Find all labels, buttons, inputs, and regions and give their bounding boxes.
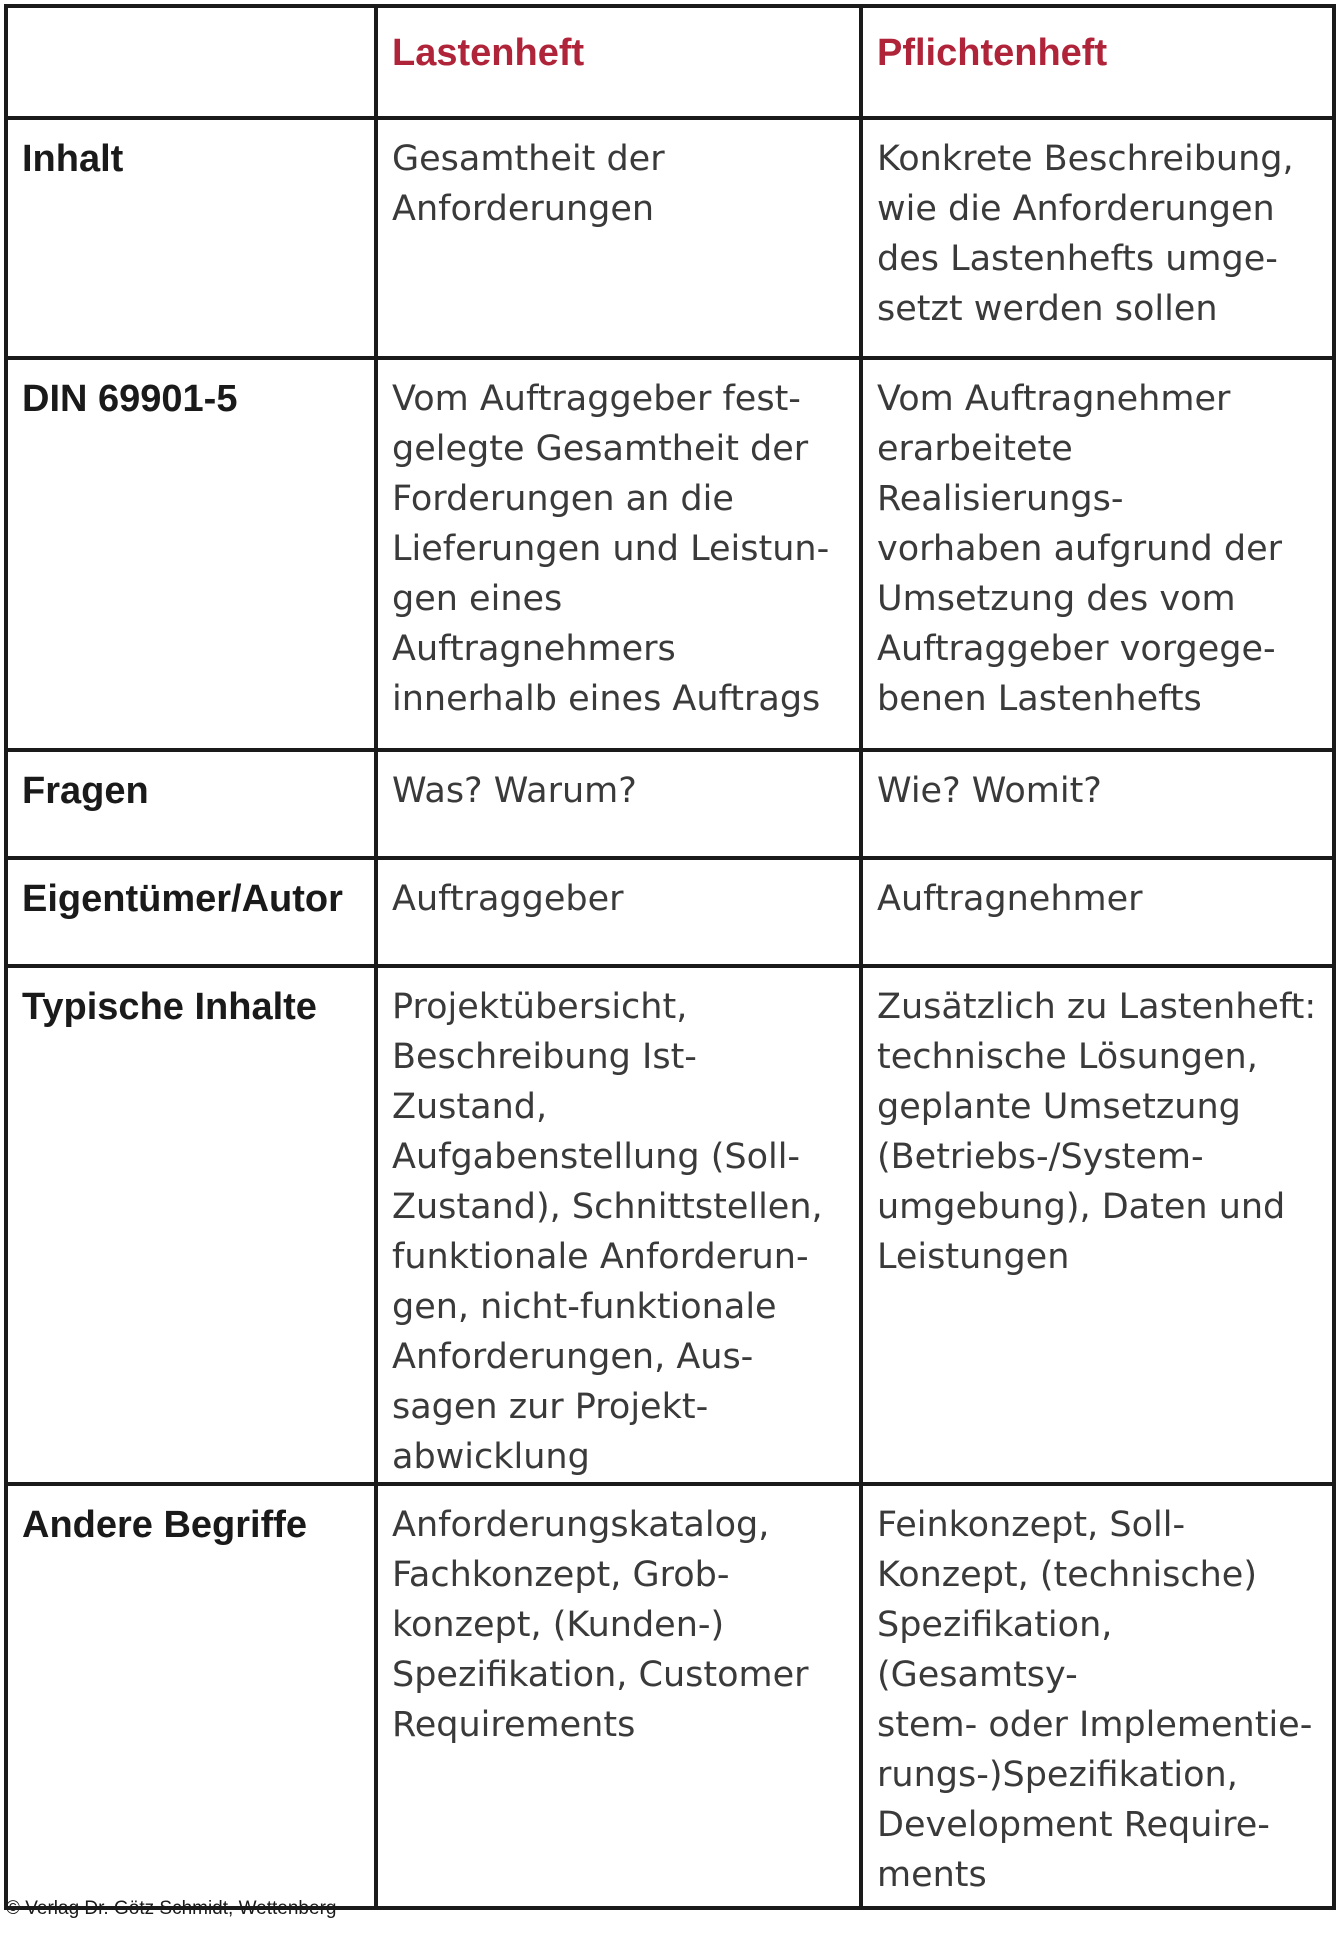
table-row bbox=[6, 358, 1334, 750]
header-lastenheft: Lastenheft bbox=[376, 6, 861, 118]
pflichtenheft-cell: Zusätzlich zu Lastenheft: technische Lösungen, geplante Umsetzung (Betriebs-/System- umgebung), Daten und Leistungen bbox=[861, 966, 1334, 1484]
lastenheft-cell: Auftraggeber bbox=[376, 858, 861, 966]
lastenheft-cell: Gesamtheit der Anforderungen bbox=[376, 118, 861, 358]
comparison-table bbox=[4, 4, 1336, 1910]
lastenheft-cell: Vom Auftraggeber fest- gelegte Gesamtheit der Forderungen an die Lieferungen und Leistun- gen eines Auftragnehmers innerhalb eines Auftrags bbox=[376, 358, 861, 750]
row-label: Andere Begriffe bbox=[6, 1484, 376, 1908]
lastenheft-cell: Was? Warum? bbox=[376, 750, 861, 858]
pflichtenheft-cell: Wie? Womit? bbox=[861, 750, 1334, 858]
row-label: DIN 69901-5 bbox=[6, 358, 376, 750]
lastenheft-cell: Projektübersicht, Beschreibung Ist-Zustand, Aufgabenstellung (Soll- Zustand), Schnittstellen, funktionale Anforderun- gen, nicht-funktionale Anforderungen, Aus- sagen zur Projekt- abwicklung bbox=[376, 966, 861, 1484]
table-row bbox=[6, 858, 1334, 966]
header-empty-cell bbox=[6, 6, 376, 118]
lastenheft-cell: Anforderungskatalog, Fachkonzept, Grob- konzept, (Kunden-) Spezifikation, Customer Requirements bbox=[376, 1484, 861, 1908]
row-label: Inhalt bbox=[6, 118, 376, 358]
header-pflichtenheft: Pflichtenheft bbox=[861, 6, 1334, 118]
table-row bbox=[6, 1484, 1334, 1908]
row-label: Typische Inhalte bbox=[6, 966, 376, 1484]
header-row bbox=[6, 6, 1334, 118]
pflichtenheft-cell: Vom Auftragnehmer erarbeitete Realisierungs- vorhaben aufgrund der Umsetzung des vom Auftraggeber vorgege- benen Lastenhefts bbox=[861, 358, 1334, 750]
table-row bbox=[6, 966, 1334, 1484]
table-row bbox=[6, 118, 1334, 358]
row-label: Fragen bbox=[6, 750, 376, 858]
pflichtenheft-cell: Feinkonzept, Soll- Konzept, (technische) Spezifikation, (Gesamtsy- stem- oder Implementie- rungs-)Spezifikation, Development Require- ments bbox=[861, 1484, 1334, 1908]
row-label: Eigentümer/Autor bbox=[6, 858, 376, 966]
copyright-notice: © Verlag Dr. Götz Schmidt, Wettenberg bbox=[6, 1898, 337, 1919]
table-row bbox=[6, 750, 1334, 858]
pflichtenheft-cell: Konkrete Beschreibung, wie die Anforderungen des Lastenhefts umge- setzt werden sollen bbox=[861, 118, 1334, 358]
pflichtenheft-cell: Auftragnehmer bbox=[861, 858, 1334, 966]
